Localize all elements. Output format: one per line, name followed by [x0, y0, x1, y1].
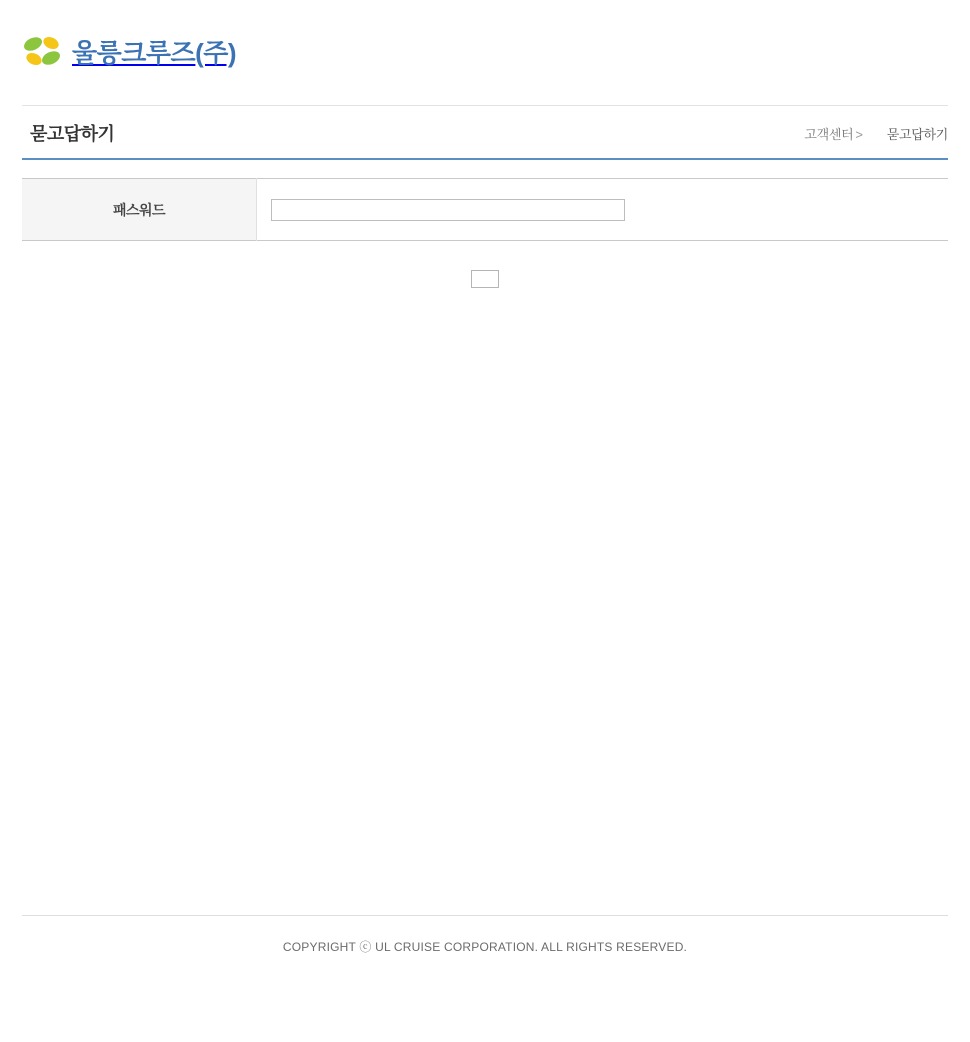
pinwheel-flower-logo-icon — [22, 30, 62, 72]
logo-text — [72, 33, 236, 70]
password-label: 패스워드 — [22, 179, 257, 241]
copyright-text: COPYRIGHT ⓒ UL CRUISE CORPORATION. ALL RIGHTS RESERVED. — [282, 940, 688, 954]
site-header — [0, 0, 970, 104]
site-logo-link[interactable] — [22, 30, 236, 72]
page-titlebar — [22, 105, 948, 160]
confirm-button[interactable] — [471, 270, 499, 288]
footer-divider — [22, 915, 948, 916]
password-table — [22, 178, 948, 241]
logo-text-suffix: (주) — [195, 37, 237, 68]
logo-text-main: 울릉크루즈 — [72, 37, 196, 68]
page-title: 묻고답하기 — [30, 124, 115, 144]
password-form — [22, 178, 948, 241]
breadcrumb-item-root[interactable]: 고객센터 — [804, 127, 854, 142]
password-input[interactable] — [271, 199, 625, 221]
table-row — [22, 179, 948, 241]
password-cell — [257, 179, 949, 241]
breadcrumb-item-current: 묻고답하기 — [886, 127, 948, 142]
breadcrumb-separator-icon: > — [855, 127, 863, 142]
form-button-row — [22, 270, 948, 292]
breadcrumb — [804, 124, 948, 143]
